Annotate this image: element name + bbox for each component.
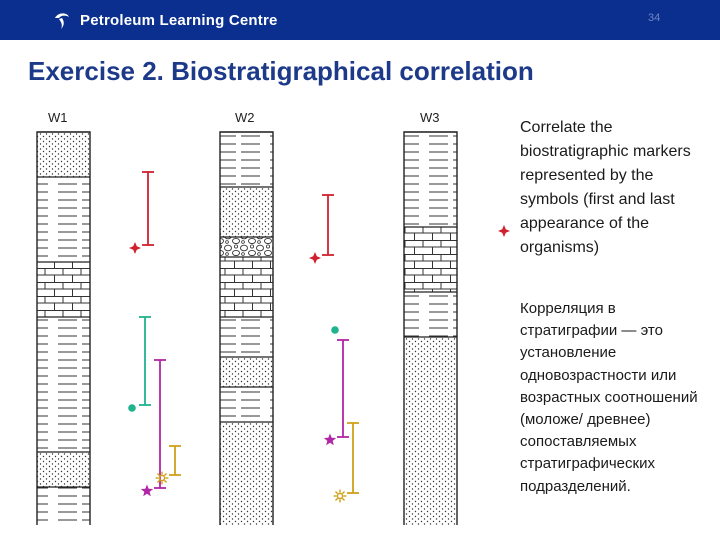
layer-shale [220,132,273,187]
layer-sandstone-dotted [220,422,273,525]
sun-ray [335,491,337,493]
brand [52,9,278,31]
range-marker-sun [334,423,359,502]
range-marker-star4 [498,180,510,237]
four-point-star-icon [309,252,321,264]
layer-shale [220,387,273,422]
sun-ray [335,498,337,500]
layer-shale [37,317,90,452]
five-point-star-icon [141,485,153,497]
layer-shale [404,292,457,337]
page-number: 34 [648,12,661,24]
layer-limestone [404,227,457,292]
sun-ray [342,498,344,500]
well-label: W1 [48,110,68,125]
page-title: Exercise 2. Biostratigraphical correlation [28,56,534,86]
range-marker-dot [331,326,339,334]
sun-ray [164,473,166,475]
layer-conglomerate [220,237,273,257]
range-marker-dot [128,317,151,412]
brand-name: Petroleum Learning Centre [80,11,278,29]
well-column-w1 [37,110,90,525]
definition-text-ru: Корреляция в стратиграфии — это установление одновозрастности или возрастных соотношений (моложе/ древнее) сопоставляемых стратиграфических подразделений. [520,300,698,495]
well-correlation-diagram [0,100,510,525]
five-point-star-icon [324,434,336,446]
layer-sandstone-dotted [37,452,90,487]
well-column-w3 [404,110,457,525]
well-column-w2 [220,110,273,525]
layer-limestone [37,262,90,317]
layer-sandstone-dotted [37,132,90,177]
layer-sandstone-dotted [404,337,457,525]
dot-symbol-icon [128,404,136,412]
four-point-star-icon [129,242,141,254]
layer-shale [404,132,457,227]
swoosh-logo-icon [52,10,72,30]
layer-limestone [220,257,273,317]
four-point-star-icon [498,225,510,237]
layer-shale [37,487,90,525]
instruction-text: Correlate the biostratigraphic markers represented by the symbols (first and last appearance of the organisms) [520,119,691,256]
dot-symbol-icon [331,326,339,334]
well-label: W2 [235,110,255,125]
layer-sandstone-dotted [220,187,273,237]
range-marker-star5 [324,340,349,445]
range-marker-star4 [309,195,334,264]
layer-shale [220,317,273,357]
sun-symbol-icon [337,493,342,498]
header-bar [0,0,720,40]
range-marker-star4 [129,172,154,254]
layer-shale [37,177,90,262]
sun-ray [342,491,344,493]
layer-sandstone-dotted [220,357,273,387]
well-label: W3 [420,110,440,125]
sun-ray [164,480,166,482]
